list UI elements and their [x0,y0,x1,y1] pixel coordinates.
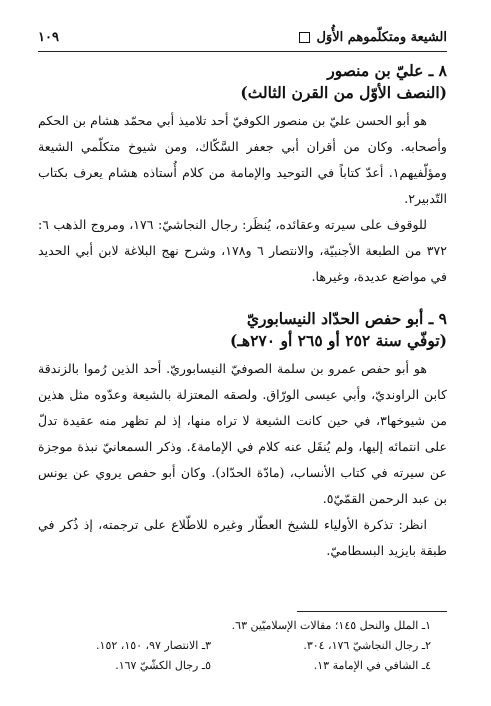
section-9-subtitle: (توفّي سنة ٢٥٢ أو ٢٦٥ أو ٢٧٠هـ) [230,331,447,350]
footnote-1: ١ـ الملل والنحل ١٤٥؛ مقالات الإسلاميّين ٦٣. [231,619,431,632]
footnote-row [38,616,431,636]
square-ornament-icon [299,32,310,43]
footnotes [38,616,431,676]
section-8-subtitle: (النصف الأوّل من القرن الثالث) [240,83,447,102]
running-header [38,26,447,52]
footnote-5: ٥ـ رجال الكشّيّ ١٦٧. [115,659,211,672]
header-title-group [299,30,447,45]
footnote-row [38,636,431,656]
footnote-separator [297,611,447,612]
section-9-title: ٩ ـ أبو حفص الحدّاد النيسابوريّ [246,309,447,328]
section-9-paragraph-2: انظر: تذكرة الأولياء للشيخ العطّار وغيره للاطّلاع على ترجمته، إذ ذُكر في طبقة بايزيد البسطاميّ. [38,517,447,558]
section-8-paragraph-1: هو أبو الحسن عليّ بن منصور الكوفيّ أحد تلاميذ أبي محمّد هشام بن الحكم وأصحابه. وكان من أقران أبي جعفر السَّكّاك، ومن شيوخ متكلّمي الشيعة ومؤلّفيهم١. أعدّ كتاباً في التوحيد والإمامة من كلام أُستاذه هشام يعرف بكتاب التّدبير٢. [38,113,447,206]
main-content [38,60,447,564]
footnote-4: ٤ـ الشافي في الإمامة ١٣. [313,659,431,672]
footnote-row [38,656,431,676]
footnote-2: ٢ـ رجال النجاشيّ ١٧٦، ٣٠٤. [303,639,431,652]
header-title: الشيعة ومتكلّموهم الأُوَل [316,29,447,45]
section-9-paragraph-1: هو أبو حفص عمرو بن سلمة الصوفيّ النيسابوريّ. أحد الذين رُموا بالزندقة كابن الراونديّ، وأبي عيسى الورّاق. ولصقه المعتزلة بالشيعة وعدّوه مثل هذين من شيوخها٣، في حين كانت الشيعة لا تراه منها، إذ لم تظهر منه عقيدة تدلّ على انتمائه إليها، ولم يُنقَل عنه كلام في الإمامة٤. وذكر السمعانيّ نبذة موجزة عن سيرته في كتاب الأنساب، (مادّة الحدّاد). وكان أبو حفص يروي عن يونس بن عبد الرحمن القمّيّ٥. [38,361,448,506]
section-8-title: ٨ ـ عليّ بن منصور [327,61,447,80]
page-number: ١٠٩ [38,29,59,45]
section-8-paragraph-2: للوقوف على سيرته وعقائده، يُنظَر: رجال النجاشيّ: ١٧٦، ومروج الذهب ٦: ٣٧٢ من الطبعة الأجنبيّة، والانتصار ٦ و١٧٨، وشرح نهج البلاغة لابن أبي الحديد في مواضع عديدة، وغيرها. [38,217,447,284]
footnote-3: ٣ـ الانتصار ٩٧، ١٥٠، ١٥٢. [96,639,211,652]
